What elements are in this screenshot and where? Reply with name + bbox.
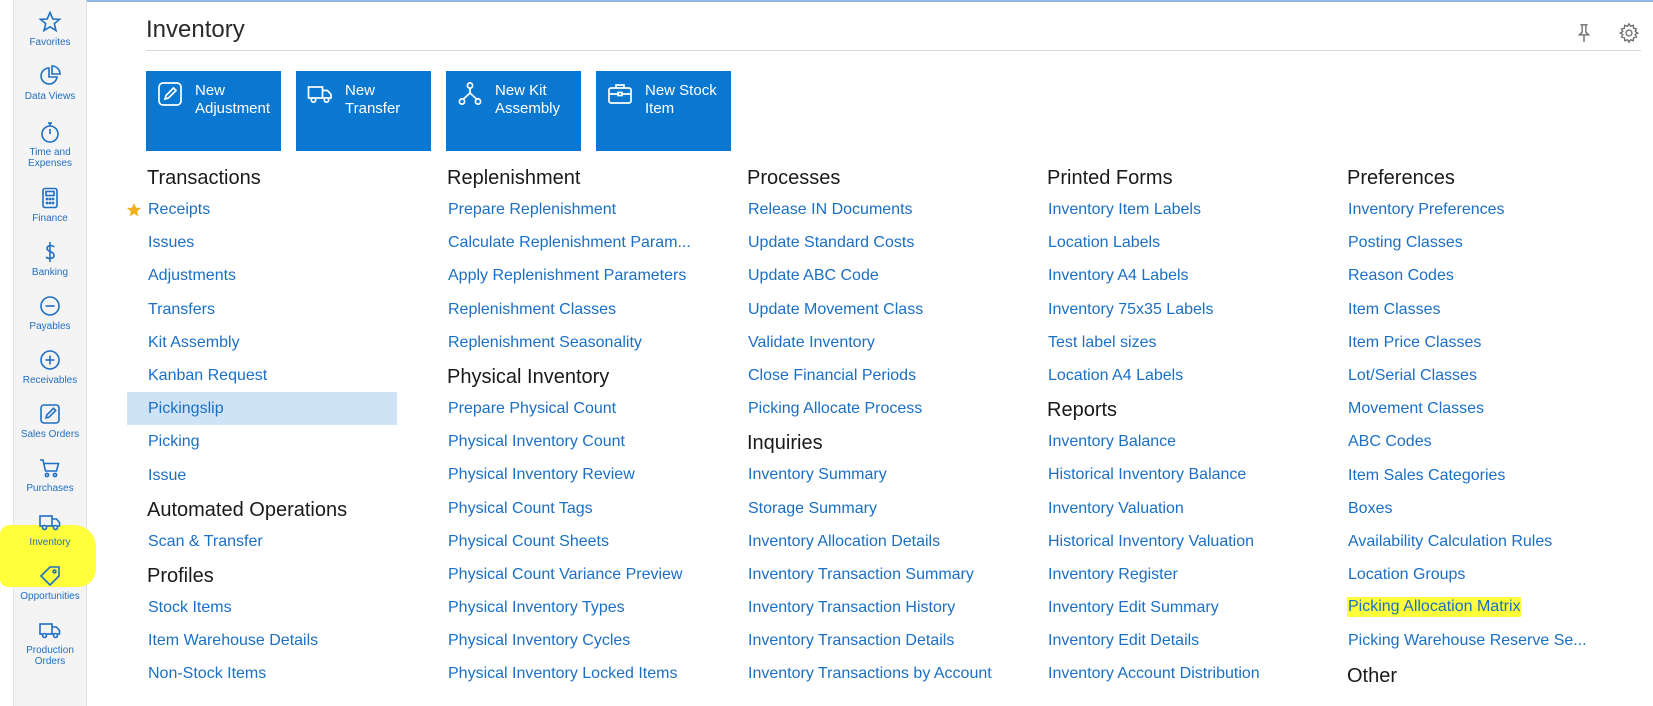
link-inventory-a4-labels[interactable]: Inventory A4 Labels bbox=[1048, 267, 1189, 285]
link-location-labels[interactable]: Location Labels bbox=[1048, 234, 1161, 252]
link-reason-codes[interactable]: Reason Codes bbox=[1348, 267, 1454, 285]
menu-column-2 bbox=[447, 166, 737, 691]
edit-icon bbox=[157, 81, 183, 107]
truck-icon bbox=[38, 510, 62, 534]
star-icon bbox=[38, 10, 62, 34]
link-calculate-replenishment-params[interactable]: Calculate Replenishment Param... bbox=[448, 234, 691, 252]
link-movement-classes[interactable]: Movement Classes bbox=[1348, 400, 1485, 418]
link-availability-calculation-rules[interactable]: Availability Calculation Rules bbox=[1348, 532, 1553, 550]
nav-label: Sales Orders bbox=[20, 429, 80, 440]
link-picking-warehouse-reserve-settings[interactable]: Picking Warehouse Reserve Se... bbox=[1348, 632, 1587, 650]
nav-label: Purchases bbox=[26, 483, 74, 494]
tag-icon bbox=[38, 564, 62, 588]
link-physical-inventory-types[interactable]: Physical Inventory Types bbox=[448, 599, 625, 617]
link-update-abc-code[interactable]: Update ABC Code bbox=[748, 267, 879, 285]
nav-inventory[interactable] bbox=[14, 510, 86, 548]
nav-purchases[interactable] bbox=[14, 456, 86, 494]
link-physical-inventory-count[interactable]: Physical Inventory Count bbox=[448, 433, 625, 451]
section-title-automated-operations: Automated Operations bbox=[147, 498, 348, 521]
link-inventory-account-distribution[interactable]: Inventory Account Distribution bbox=[1048, 665, 1260, 683]
section-title-inquiries: Inquiries bbox=[747, 432, 823, 455]
link-inventory-edit-details[interactable]: Inventory Edit Details bbox=[1048, 632, 1200, 650]
pie-chart-icon bbox=[38, 64, 62, 88]
menu-column-1 bbox=[147, 166, 437, 690]
link-transfers[interactable]: Transfers bbox=[148, 300, 215, 318]
new-kit-assembly-tile[interactable] bbox=[446, 71, 581, 151]
cart-icon bbox=[38, 456, 62, 480]
link-update-standard-costs[interactable]: Update Standard Costs bbox=[748, 234, 915, 252]
link-issues[interactable]: Issues bbox=[148, 234, 195, 252]
section-title-profiles: Profiles bbox=[147, 564, 214, 587]
link-physical-inventory-review[interactable]: Physical Inventory Review bbox=[448, 466, 635, 484]
link-historical-inventory-balance[interactable]: Historical Inventory Balance bbox=[1048, 466, 1247, 484]
section-title-other: Other bbox=[1347, 664, 1398, 687]
new-adjustment-tile[interactable] bbox=[146, 71, 281, 151]
link-physical-count-sheets[interactable]: Physical Count Sheets bbox=[448, 532, 609, 550]
link-inventory-transactions-by-account[interactable]: Inventory Transactions by Account bbox=[748, 665, 992, 683]
link-inventory-register[interactable]: Inventory Register bbox=[1048, 565, 1178, 583]
link-location-groups[interactable]: Location Groups bbox=[1348, 566, 1466, 584]
link-inventory-summary[interactable]: Inventory Summary bbox=[748, 466, 887, 484]
link-replenishment-classes[interactable]: Replenishment Classes bbox=[448, 300, 617, 318]
link-inventory-transaction-history[interactable]: Inventory Transaction History bbox=[748, 599, 956, 617]
link-picking-allocate-process[interactable]: Picking Allocate Process bbox=[748, 400, 923, 418]
tile-label-line1: New bbox=[345, 82, 376, 99]
link-item-sales-categories[interactable]: Item Sales Categories bbox=[1348, 466, 1506, 484]
highlight-row bbox=[1347, 591, 1637, 624]
tile-label-line2: Transfer bbox=[345, 100, 401, 117]
link-picking-allocation-matrix[interactable]: Picking Allocation Matrix bbox=[1348, 598, 1521, 616]
nav-opportunities[interactable] bbox=[14, 564, 86, 602]
link-validate-inventory[interactable]: Validate Inventory bbox=[748, 333, 875, 351]
nav-label: Inventory bbox=[29, 537, 71, 548]
section-title-reports: Reports bbox=[1047, 399, 1118, 422]
link-inventory-transaction-summary[interactable]: Inventory Transaction Summary bbox=[748, 565, 974, 583]
link-kit-assembly[interactable]: Kit Assembly bbox=[148, 333, 240, 351]
link-stock-items[interactable]: Stock Items bbox=[148, 598, 232, 616]
dollar-icon bbox=[38, 240, 62, 264]
nav-label: Production Orders bbox=[26, 645, 74, 667]
menu-column-4 bbox=[1047, 166, 1337, 691]
tile-label-line2: Assembly bbox=[495, 100, 561, 117]
section-title-transactions: Transactions bbox=[147, 167, 261, 189]
link-adjustments[interactable]: Adjustments bbox=[148, 267, 237, 285]
tile-label-line1: New Stock bbox=[645, 82, 717, 99]
link-close-financial-periods[interactable]: Close Financial Periods bbox=[748, 366, 917, 384]
link-receipts[interactable]: Receipts bbox=[148, 201, 211, 218]
nav-sales-orders[interactable] bbox=[14, 402, 86, 440]
favorite-star-icon[interactable] bbox=[126, 202, 142, 218]
link-location-a4-labels[interactable]: Location A4 Labels bbox=[1048, 366, 1184, 384]
plus-circle-icon bbox=[38, 348, 62, 372]
link-inventory-75x35-labels[interactable]: Inventory 75x35 Labels bbox=[1048, 300, 1214, 318]
link-inventory-transaction-details[interactable]: Inventory Transaction Details bbox=[748, 632, 955, 650]
link-inventory-allocation-details[interactable]: Inventory Allocation Details bbox=[748, 532, 941, 550]
nav-data-views[interactable] bbox=[14, 64, 86, 102]
tile-label-line1: New bbox=[195, 82, 226, 99]
link-physical-count-variance-preview[interactable]: Physical Count Variance Preview bbox=[448, 565, 683, 583]
nav-time-expenses[interactable] bbox=[14, 120, 86, 169]
stopwatch-icon bbox=[38, 120, 62, 144]
section-title-preferences: Preferences bbox=[1347, 167, 1455, 189]
truck-icon bbox=[307, 81, 333, 107]
link-inventory-valuation[interactable]: Inventory Valuation bbox=[1048, 499, 1184, 517]
top-border bbox=[87, 0, 1653, 2]
link-physical-inventory-locked-items[interactable]: Physical Inventory Locked Items bbox=[448, 665, 678, 683]
link-test-label-sizes[interactable]: Test label sizes bbox=[1048, 333, 1157, 351]
link-inventory-item-labels[interactable]: Inventory Item Labels bbox=[1048, 201, 1201, 218]
tile-label-line2: Item bbox=[645, 100, 675, 117]
nav-label: Time and Expenses bbox=[28, 147, 72, 169]
menu-column-5 bbox=[1347, 166, 1637, 691]
minus-circle-icon bbox=[38, 294, 62, 318]
nav-label: Receivables bbox=[22, 375, 78, 386]
new-transfer-tile[interactable] bbox=[296, 71, 431, 151]
link-prepare-replenishment[interactable]: Prepare Replenishment bbox=[448, 201, 617, 218]
nav-finance[interactable] bbox=[14, 186, 86, 224]
link-prepare-physical-count[interactable]: Prepare Physical Count bbox=[448, 399, 617, 417]
link-physical-count-tags[interactable]: Physical Count Tags bbox=[448, 499, 593, 517]
tile-label-line2: Adjustment bbox=[195, 100, 271, 117]
link-lot-serial-classes[interactable]: Lot/Serial Classes bbox=[1348, 366, 1477, 384]
nav-receivables[interactable] bbox=[14, 348, 86, 386]
link-non-stock-items[interactable]: Non-Stock Items bbox=[148, 665, 267, 683]
link-inventory-edit-summary[interactable]: Inventory Edit Summary bbox=[1048, 599, 1219, 617]
nav-label: Banking bbox=[31, 267, 69, 278]
link-replenishment-seasonality[interactable]: Replenishment Seasonality bbox=[448, 333, 642, 351]
nav-label: Finance bbox=[32, 213, 68, 224]
nav-label: Favorites bbox=[29, 37, 71, 48]
nav-banking[interactable] bbox=[14, 240, 86, 278]
link-item-warehouse-details[interactable]: Item Warehouse Details bbox=[148, 632, 319, 650]
section-title-physical-inventory: Physical Inventory bbox=[447, 365, 610, 388]
link-scan-transfer[interactable]: Scan & Transfer bbox=[148, 532, 263, 550]
tile-label-line1: New Kit bbox=[495, 82, 547, 99]
nav-label: Payables bbox=[29, 321, 71, 332]
section-title-printed-forms: Printed Forms bbox=[1047, 167, 1173, 189]
calculator-icon bbox=[38, 186, 62, 210]
link-item-price-classes[interactable]: Item Price Classes bbox=[1348, 333, 1482, 351]
gear-icon[interactable] bbox=[1618, 22, 1640, 44]
truck-icon bbox=[38, 618, 62, 642]
link-boxes[interactable]: Boxes bbox=[1348, 499, 1393, 517]
sidebar-edge bbox=[0, 0, 14, 706]
link-storage-summary[interactable]: Storage Summary bbox=[748, 499, 877, 517]
link-apply-replenishment-parameters[interactable]: Apply Replenishment Parameters bbox=[448, 267, 687, 285]
nav-label: Data Views bbox=[24, 91, 76, 102]
title-divider bbox=[146, 50, 1641, 51]
link-pickingslip[interactable]: Pickingslip bbox=[127, 392, 397, 425]
pin-icon[interactable] bbox=[1573, 22, 1595, 44]
hierarchy-icon bbox=[457, 81, 483, 107]
link-kanban-request[interactable]: Kanban Request bbox=[148, 366, 268, 384]
link-release-in-documents[interactable]: Release IN Documents bbox=[748, 201, 913, 218]
nav-label: Opportunities bbox=[20, 591, 80, 602]
menu-column-3 bbox=[747, 166, 1037, 691]
link-historical-inventory-valuation[interactable]: Historical Inventory Valuation bbox=[1048, 532, 1255, 550]
page-title: Inventory bbox=[146, 16, 245, 43]
link-update-movement-class[interactable]: Update Movement Class bbox=[748, 300, 924, 318]
link-abc-codes[interactable]: ABC Codes bbox=[1348, 433, 1432, 451]
new-stock-item-tile[interactable] bbox=[596, 71, 731, 151]
pencil-square-icon bbox=[38, 402, 62, 426]
link-issue[interactable]: Issue bbox=[148, 466, 187, 484]
link-picking[interactable]: Picking bbox=[148, 433, 200, 451]
link-physical-inventory-cycles[interactable]: Physical Inventory Cycles bbox=[448, 632, 631, 650]
section-title-replenishment: Replenishment bbox=[447, 167, 581, 189]
nav-production-orders[interactable] bbox=[14, 618, 86, 667]
nav-favorites[interactable] bbox=[14, 10, 86, 48]
toolbox-icon bbox=[607, 81, 633, 107]
link-posting-classes[interactable]: Posting Classes bbox=[1348, 234, 1463, 252]
section-title-processes: Processes bbox=[747, 167, 841, 189]
link-inventory-balance[interactable]: Inventory Balance bbox=[1048, 433, 1177, 451]
link-item-classes[interactable]: Item Classes bbox=[1348, 300, 1441, 318]
nav-payables[interactable] bbox=[14, 294, 86, 332]
link-inventory-preferences[interactable]: Inventory Preferences bbox=[1348, 201, 1505, 218]
